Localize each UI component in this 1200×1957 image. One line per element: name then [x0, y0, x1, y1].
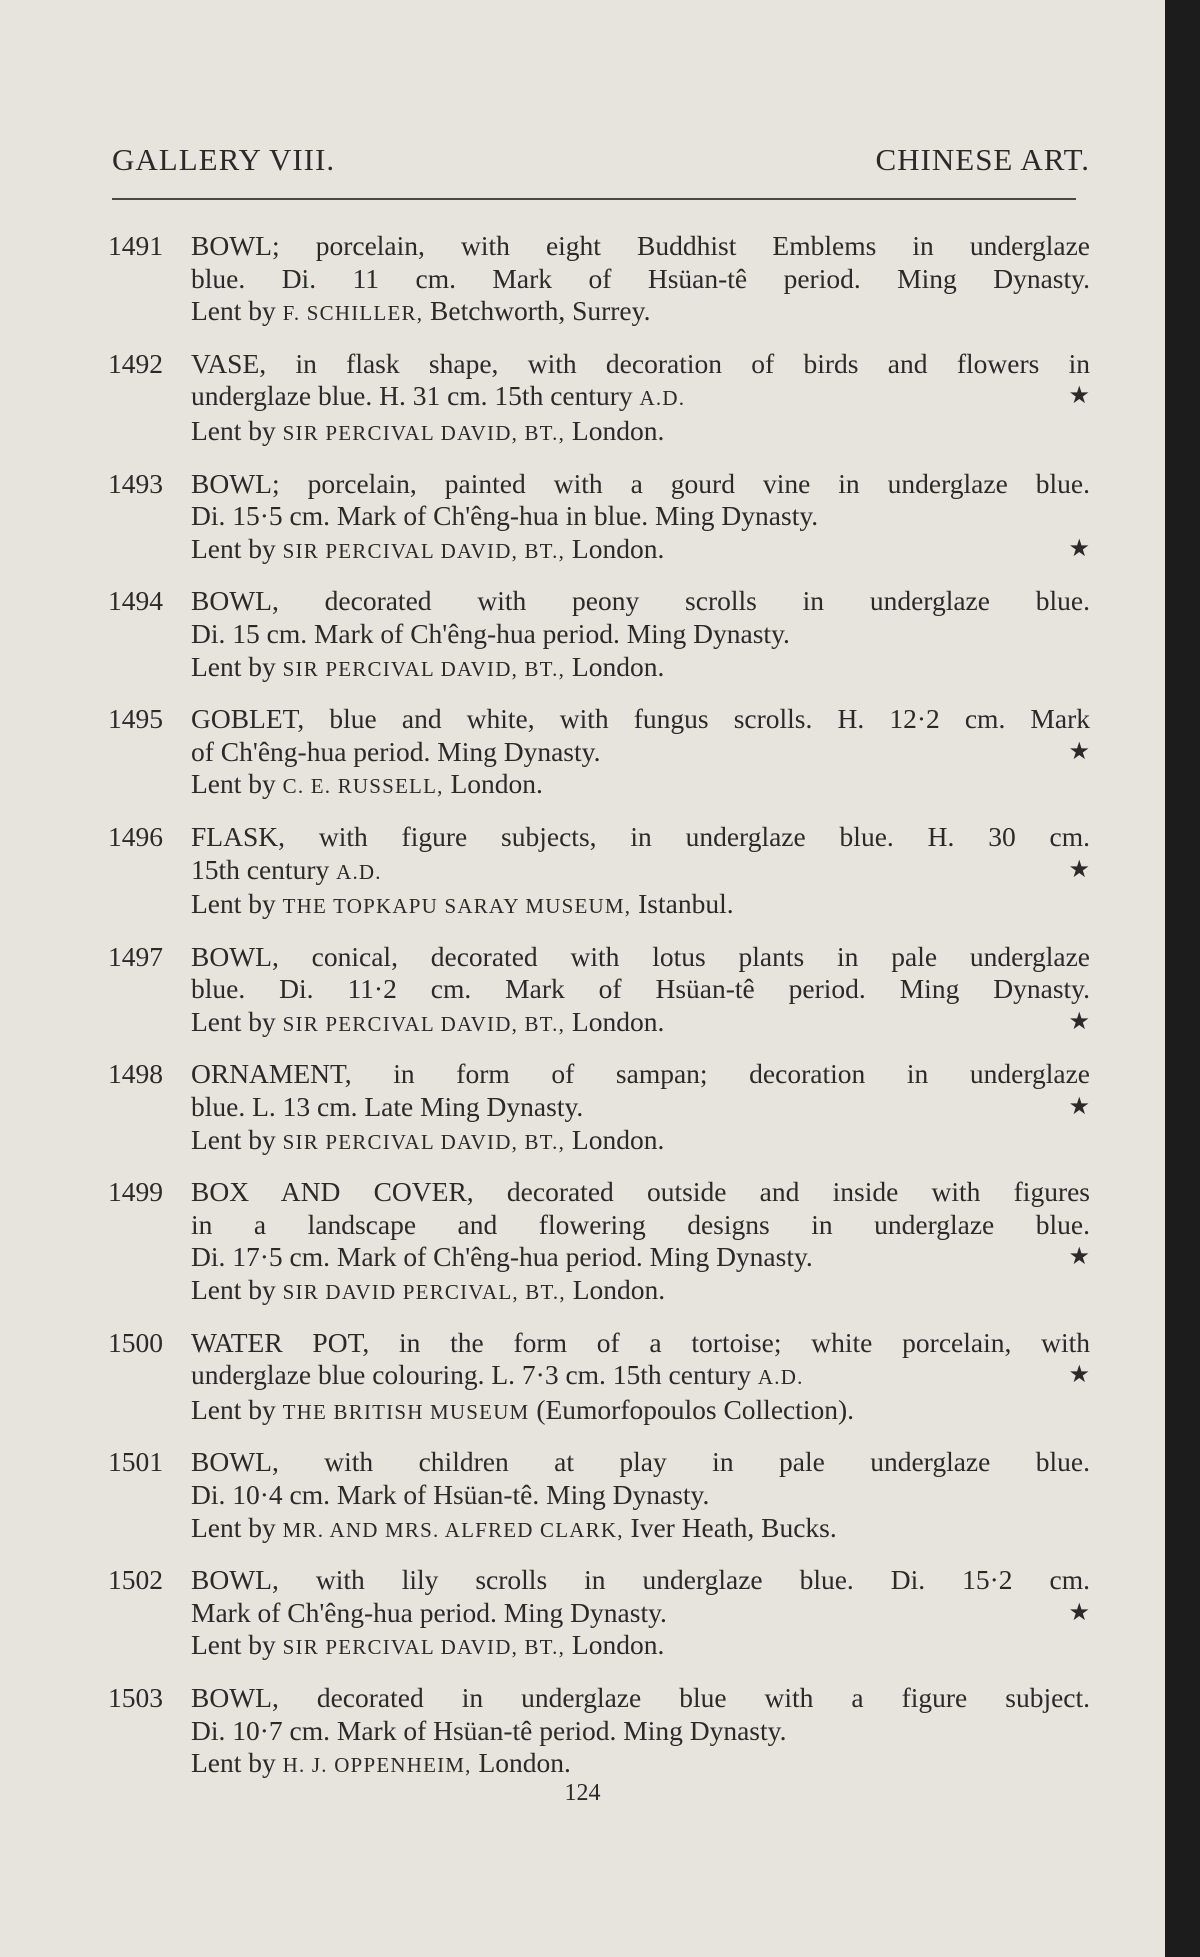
lender-line	[191, 1747, 1096, 1782]
lender-line	[191, 651, 1096, 686]
entry-line	[191, 1058, 1096, 1091]
page-edge	[1165, 0, 1200, 1957]
entry-number: 1492	[108, 347, 163, 379]
entry-description: decorated with peony scrolls in underglaze blue.	[324, 585, 1090, 617]
lent-by-label: Lent by	[191, 1747, 276, 1779]
lent-by-label: Lent by	[191, 1511, 276, 1543]
entry-number: 1496	[108, 820, 163, 852]
entry-number: 1493	[108, 467, 163, 499]
lender-line	[191, 1124, 1096, 1159]
entry-description: 15th century	[191, 853, 330, 885]
catalogue-entry-1498	[108, 1058, 1096, 1158]
gallery-heading: GALLERY VIII.	[112, 142, 336, 177]
entry-line	[191, 468, 1096, 501]
entry-number: 1491	[108, 230, 163, 261]
entry-description: Di. 17·5 cm. Mark of Ch'êng-hua period. Ming Dynasty.	[191, 1241, 813, 1273]
entry-line	[191, 854, 1096, 889]
entry-description: decorated in underglaze blue with a figure subject.	[316, 1681, 1091, 1713]
lent-by-label: Lent by	[191, 650, 276, 682]
entry-line	[191, 1359, 1096, 1394]
lender-name: SIR PERCIVAL DAVID, BT.,	[282, 538, 566, 563]
entry-line	[191, 1682, 1096, 1715]
entry-line	[191, 736, 1096, 769]
entry-title: BOWL,	[191, 940, 279, 972]
entry-line	[191, 1209, 1096, 1242]
lent-by-label: Lent by	[191, 1274, 276, 1306]
era-label: A.D.	[757, 1365, 804, 1390]
entry-description: Di. 15·5 cm. Mark of Ch'êng-hua in blue. Ming Dynasty.	[191, 500, 819, 532]
entry-line	[191, 1091, 1096, 1124]
catalogue-entry-1500	[108, 1327, 1096, 1429]
catalogue-entry-1492	[108, 348, 1096, 450]
entry-line	[191, 1564, 1096, 1597]
lender-location: London.	[571, 1629, 665, 1661]
lender-location: London.	[571, 650, 665, 682]
star-icon: ★	[1068, 738, 1090, 765]
running-header	[112, 142, 1090, 186]
lent-by-label: Lent by	[191, 888, 276, 920]
lender-line	[191, 1006, 1096, 1041]
catalogue-entry-1494	[108, 585, 1096, 685]
lender-name: THE TOPKAPU SARAY MUSEUM,	[282, 894, 632, 919]
section-heading: CHINESE ART.	[875, 142, 1090, 177]
entry-number: 1500	[108, 1326, 163, 1358]
entry-description: Di. 10·7 cm. Mark of Hsüan-tê period. Ming Dynasty.	[191, 1714, 787, 1746]
catalogue-entry-1501	[108, 1446, 1096, 1546]
catalogue-entry-1491	[108, 230, 1096, 330]
lender-location: Iver Heath, Bucks.	[630, 1511, 837, 1543]
entry-description: porcelain, with eight Buddhist Emblems in underglaze	[315, 230, 1091, 261]
entry-title: BOWL,	[191, 1681, 279, 1713]
lent-by-label: Lent by	[191, 1005, 276, 1037]
lender-name: F. SCHILLER,	[282, 301, 424, 326]
catalogue-entry-1493	[108, 468, 1096, 568]
entry-list	[108, 230, 1096, 1800]
lent-by-label: Lent by	[191, 1123, 276, 1155]
entry-description: Mark of Ch'êng-hua period. Ming Dynasty.	[191, 1596, 667, 1628]
lender-location: London.	[571, 1123, 665, 1155]
lender-location: London.	[450, 768, 543, 800]
catalogue-entry-1502	[108, 1564, 1096, 1664]
entry-line	[191, 380, 1096, 415]
entry-description: underglaze blue colouring. L. 7·3 cm. 15th century	[191, 1359, 752, 1391]
star-icon: ★	[1068, 1362, 1090, 1389]
lender-line	[191, 1394, 1096, 1429]
entry-number: 1497	[108, 940, 163, 972]
entry-line	[191, 1327, 1096, 1360]
entry-number: 1499	[108, 1176, 163, 1208]
entry-number: 1494	[108, 585, 163, 617]
lender-line	[191, 1512, 1096, 1547]
entry-line	[191, 1597, 1096, 1630]
lender-line	[191, 768, 1096, 803]
entry-description: in the form of a tortoise; white porcelain, with	[399, 1326, 1091, 1358]
entry-title: BOWL,	[191, 1446, 279, 1478]
star-icon: ★	[1068, 1599, 1090, 1626]
entry-line	[191, 973, 1096, 1006]
page-number: 124	[564, 1780, 601, 1806]
entry-line	[191, 1479, 1096, 1512]
lender-location: London.	[571, 1005, 665, 1037]
lender-line	[191, 1274, 1096, 1309]
entry-line	[191, 941, 1096, 974]
lender-name: SIR PERCIVAL DAVID, BT.,	[282, 656, 566, 681]
entry-description: conical, decorated with lotus plants in pale underglaze	[311, 940, 1090, 972]
lender-location: London.	[571, 414, 665, 446]
lender-location: Betchworth, Surrey.	[430, 295, 651, 327]
star-icon: ★	[1068, 1094, 1090, 1121]
entry-number: 1503	[108, 1681, 163, 1713]
entry-line	[191, 500, 1096, 533]
entry-title: BOX AND COVER,	[191, 1176, 474, 1208]
entry-description: in flask shape, with decoration of birds and flowers in	[295, 347, 1090, 379]
lender-location: (Eumorfopoulos Collection).	[536, 1393, 855, 1425]
entry-title: BOWL;	[191, 467, 280, 499]
catalogue-entry-1495	[108, 703, 1096, 803]
entry-line	[191, 1715, 1096, 1748]
lent-by-label: Lent by	[191, 1629, 276, 1661]
entry-line	[191, 703, 1096, 736]
star-icon: ★	[1068, 1244, 1090, 1271]
lender-name: MR. AND MRS. ALFRED CLARK,	[282, 1517, 624, 1542]
star-icon: ★	[1068, 1008, 1090, 1035]
lender-name: SIR PERCIVAL DAVID, BT.,	[282, 1011, 566, 1036]
entry-number: 1495	[108, 703, 163, 735]
lender-location: Istanbul.	[638, 888, 734, 920]
lender-line	[191, 295, 1096, 330]
catalogue-entry-1496	[108, 821, 1096, 923]
lender-line	[191, 888, 1096, 923]
entry-description: with children at play in pale underglaze blue.	[324, 1446, 1090, 1478]
entry-line	[191, 348, 1096, 381]
entry-title: FLASK,	[191, 820, 285, 852]
entry-description: blue and white, with fungus scrolls. H. 12·2 cm. Mark	[329, 703, 1090, 735]
star-icon: ★	[1068, 856, 1090, 883]
entry-number: 1501	[108, 1446, 163, 1478]
entry-description: Di. 15 cm. Mark of Ch'êng-hua period. Ming Dynasty.	[191, 617, 790, 649]
lender-location: London.	[478, 1747, 571, 1779]
entry-description: with figure subjects, in underglaze blue. H. 30 cm.	[318, 820, 1091, 852]
entry-number: 1502	[108, 1564, 163, 1596]
entry-line	[191, 263, 1096, 296]
entry-title: GOBLET,	[191, 703, 305, 735]
entry-description: blue. Di. 11 cm. Mark of Hsüan-tê period. Ming Dynasty.	[191, 262, 1090, 294]
lent-by-label: Lent by	[191, 532, 276, 564]
entry-description: decorated outside and inside with figures	[506, 1176, 1091, 1208]
entry-number: 1498	[108, 1058, 163, 1090]
entry-description: porcelain, painted with a gourd vine in underglaze blue.	[307, 467, 1090, 499]
entry-title: ORNAMENT,	[191, 1058, 352, 1090]
lender-line	[191, 533, 1096, 568]
entry-description: in a landscape and flowering designs in underglaze blue.	[191, 1208, 1090, 1240]
entry-description: underglaze blue. H. 31 cm. 15th century	[191, 380, 633, 412]
era-label: A.D.	[336, 859, 382, 884]
lent-by-label: Lent by	[191, 1393, 276, 1425]
lender-line	[191, 1629, 1096, 1664]
entry-title: BOWL,	[191, 585, 279, 617]
entry-line	[191, 230, 1096, 263]
lender-name: SIR PERCIVAL DAVID, BT.,	[282, 1635, 566, 1660]
catalogue-entry-1503	[108, 1682, 1096, 1782]
lender-name: SIR DAVID PERCIVAL, BT.,	[282, 1280, 566, 1305]
entry-line	[191, 1241, 1096, 1274]
lender-name: SIR PERCIVAL DAVID, BT.,	[282, 420, 566, 445]
lender-location: London.	[571, 532, 665, 564]
entry-description: blue. Di. 11·2 cm. Mark of Hsüan-tê period. Ming Dynasty.	[191, 973, 1090, 1005]
entry-description: with lily scrolls in underglaze blue. Di. 15·2 cm.	[315, 1564, 1090, 1596]
era-label: A.D.	[639, 386, 686, 411]
lent-by-label: Lent by	[191, 295, 276, 327]
catalogue-entry-1497	[108, 941, 1096, 1041]
star-icon: ★	[1068, 535, 1090, 562]
lender-name: SIR PERCIVAL DAVID, BT.,	[282, 1129, 566, 1154]
entry-line	[191, 585, 1096, 618]
lender-location: London.	[572, 1274, 666, 1306]
entry-title: WATER POT,	[191, 1326, 370, 1358]
entry-title: BOWL;	[191, 230, 280, 261]
entry-description: of Ch'êng-hua period. Ming Dynasty.	[191, 735, 601, 767]
entry-description: in form of sampan; decoration in underglaze	[393, 1058, 1090, 1090]
lender-name: THE BRITISH MUSEUM	[282, 1399, 530, 1424]
entry-line	[191, 821, 1096, 854]
entry-description: blue. L. 13 cm. Late Ming Dynasty.	[191, 1091, 584, 1123]
lent-by-label: Lent by	[191, 768, 276, 800]
entry-description: Di. 10·4 cm. Mark of Hsüan-tê. Ming Dynasty.	[191, 1479, 710, 1510]
lender-line	[191, 415, 1096, 450]
entry-title: BOWL,	[191, 1564, 279, 1596]
header-rule	[112, 198, 1076, 200]
entry-line	[191, 1176, 1096, 1209]
lender-name: H. J. OPPENHEIM,	[282, 1753, 472, 1778]
entry-line	[191, 1446, 1096, 1479]
entry-line	[191, 618, 1096, 651]
entry-title: VASE,	[191, 347, 267, 379]
catalogue-entry-1499	[108, 1176, 1096, 1308]
star-icon: ★	[1068, 383, 1090, 410]
lent-by-label: Lent by	[191, 414, 276, 446]
lender-name: C. E. RUSSELL,	[282, 774, 444, 799]
